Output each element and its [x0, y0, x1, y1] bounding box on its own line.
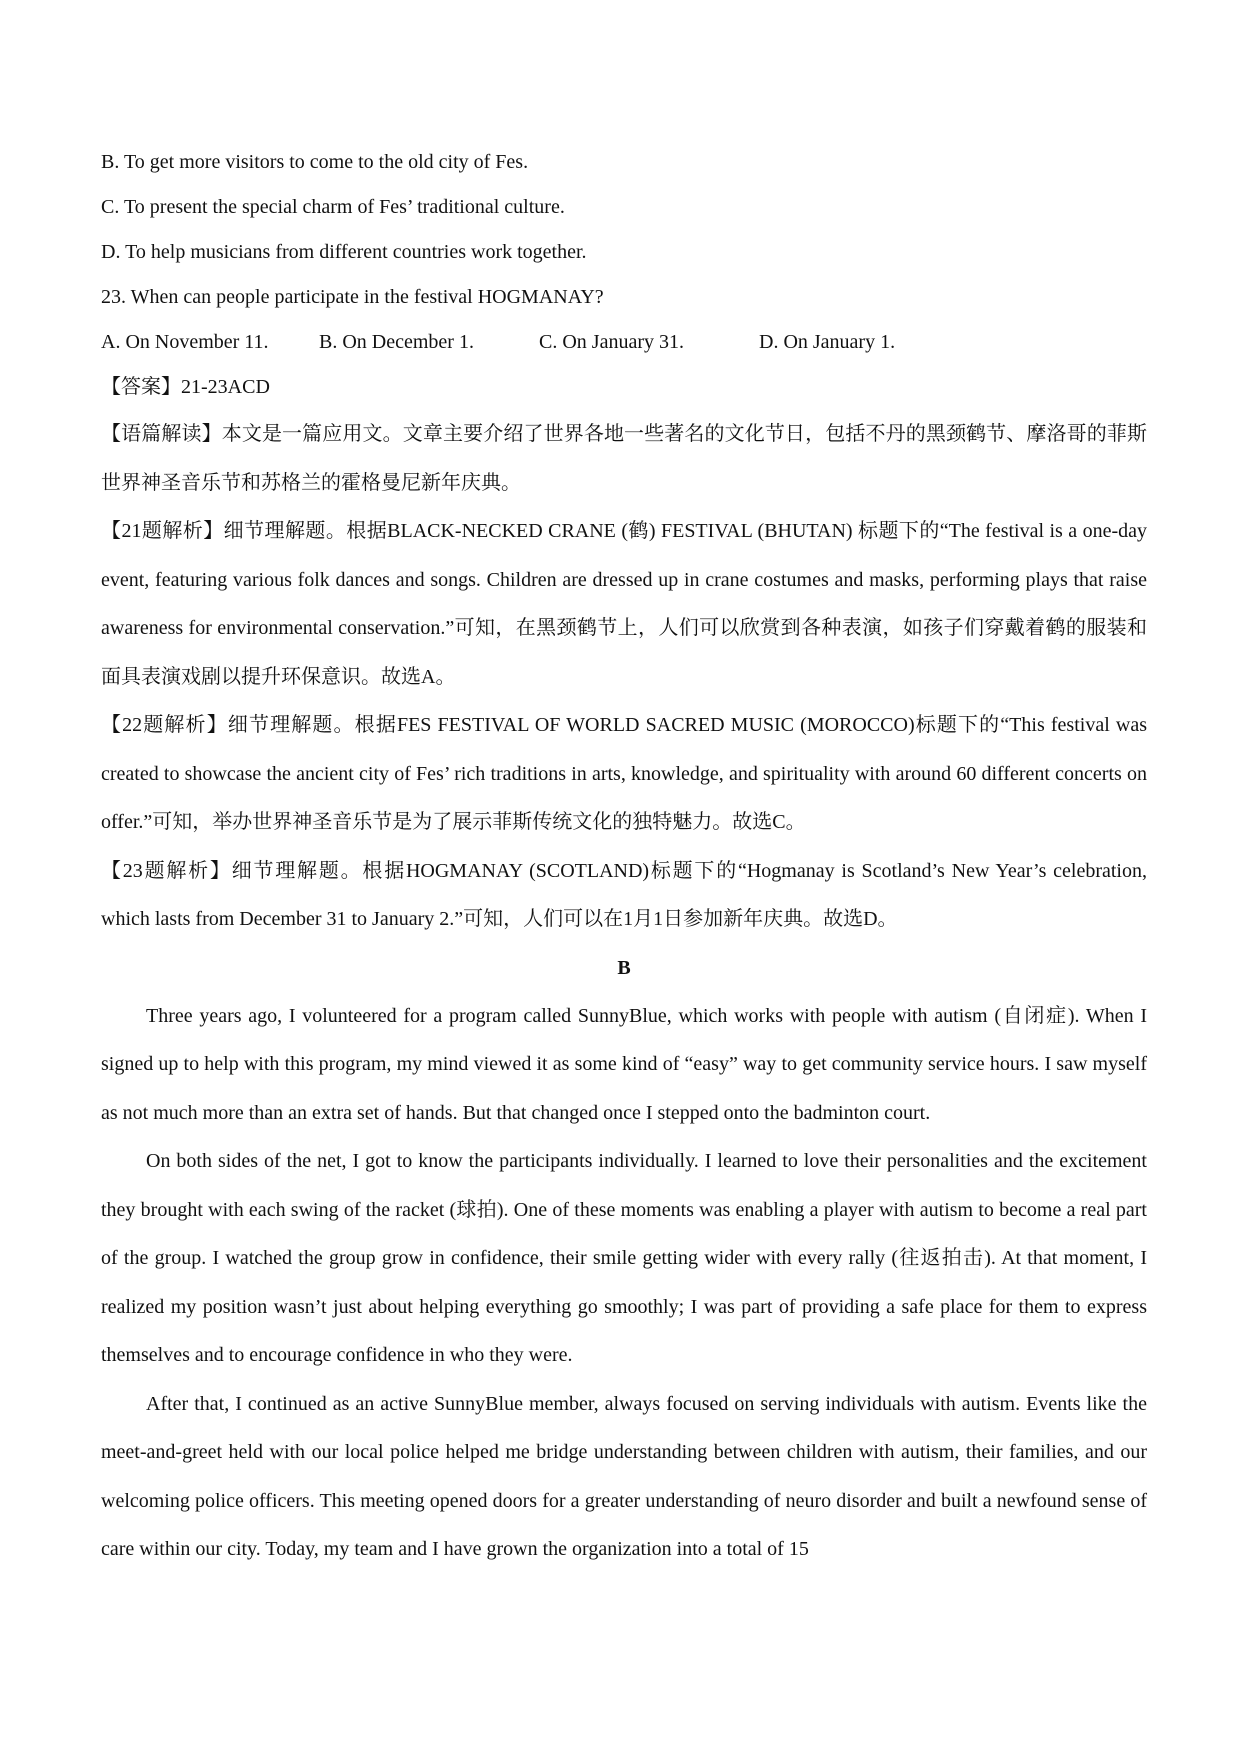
analysis-21: 【21题解析】细节理解题。根据BLACK-NECKED CRANE (鹤) FESTIVAL (BHUTAN) 标题下的“The festival is a one-day event, featuring various folk dances and songs. Children are dressed up in crane costumes and masks, performing plays that raise awareness for environmental conservation.”可知，在黑颈鹤节上，人们可以欣赏到各种表演，如孩子们穿戴着鹤的服装和面具表演戏剧以提升环保意识。故选A。 — [101, 520, 1147, 688]
analysis-22: 【22题解析】细节理解题。根据FES FESTIVAL OF WORLD SACRED MUSIC (MOROCCO)标题下的“This festival was created to showcase the ancient city of Fes’ rich traditions in arts, knowledge, and spirituality with around 60 different concerts on offer.”可知，举办世界神圣音乐节是为了展示菲斯传统文化的独特魅力。故选C。 — [101, 714, 1147, 833]
section-heading-b: B — [617, 956, 631, 979]
q22-option-d: D. To help musicians from different countries work together. — [101, 241, 587, 263]
passage-b-paragraph-1: Three years ago, I volunteered for a program called SunnyBlue, which works with people with autism (自闭症). When I signed up to help with this program, my mind viewed it as some kind of “easy” way to get community service hours. I saw myself as not much more than an extra set of hands. But that changed once I stepped onto the badminton court. — [101, 1004, 1147, 1124]
q22-option-c: C. To present the special charm of Fes’ traditional culture. — [101, 196, 565, 218]
q23-stem: 23. When can people participate in the festival HOGMANAY? — [101, 286, 604, 308]
answer-key: 【答案】21-23ACD — [101, 376, 270, 398]
passage-b-paragraph-3: After that, I continued as an active SunnyBlue member, always focused on serving individuals with autism. Events like the meet-and-greet held with our local police helped me bridge understanding between children with autism, their families, and our welcoming police officers. This meeting opened doors for a greater understanding of neuro disorder and built a newfound sense of care within our city. Today, my team and I have grown the organization into a total of 15 — [101, 1392, 1147, 1560]
analysis-23: 【23题解析】细节理解题。根据HOGMANAY (SCOTLAND)标题下的“Hogmanay is Scotland’s New Year’s celebration, which lasts from December 31 to January 2.”可知，人们可以在1月1日参加新年庆典。故选D。 — [101, 859, 1147, 930]
document-page — [101, 140, 1147, 1574]
q23-option-c: C. On January 31. — [539, 331, 684, 353]
q22-option-b: B. To get more visitors to come to the old city of Fes. — [101, 151, 529, 173]
q23-option-d: D. On January 1. — [759, 331, 896, 353]
q23-option-b: B. On December 1. — [319, 331, 474, 353]
passage-b-paragraph-2: On both sides of the net, I got to know the participants individually. I learned to love their personalities and the excitement they brought with each swing of the racket (球拍). One of these moments was enabling a player with autism to become a real part of the group. I watched the group grow in confidence, their smile getting wider with every rally (往返拍击). At that moment, I realized my position wasn’t just about helping everything go smoothly; I was part of providing a safe place for them to express themselves and to encourage confidence in who they were. — [101, 1150, 1147, 1366]
q23-option-a: A. On November 11. — [101, 331, 269, 353]
passage-reading: 【语篇解读】本文是一篇应用文。文章主要介绍了世界各地一些著名的文化节日，包括不丹的黑颈鹤节、摩洛哥的菲斯世界神圣音乐节和苏格兰的霍格曼尼新年庆典。 — [101, 423, 1147, 494]
q23-options — [101, 320, 1147, 365]
